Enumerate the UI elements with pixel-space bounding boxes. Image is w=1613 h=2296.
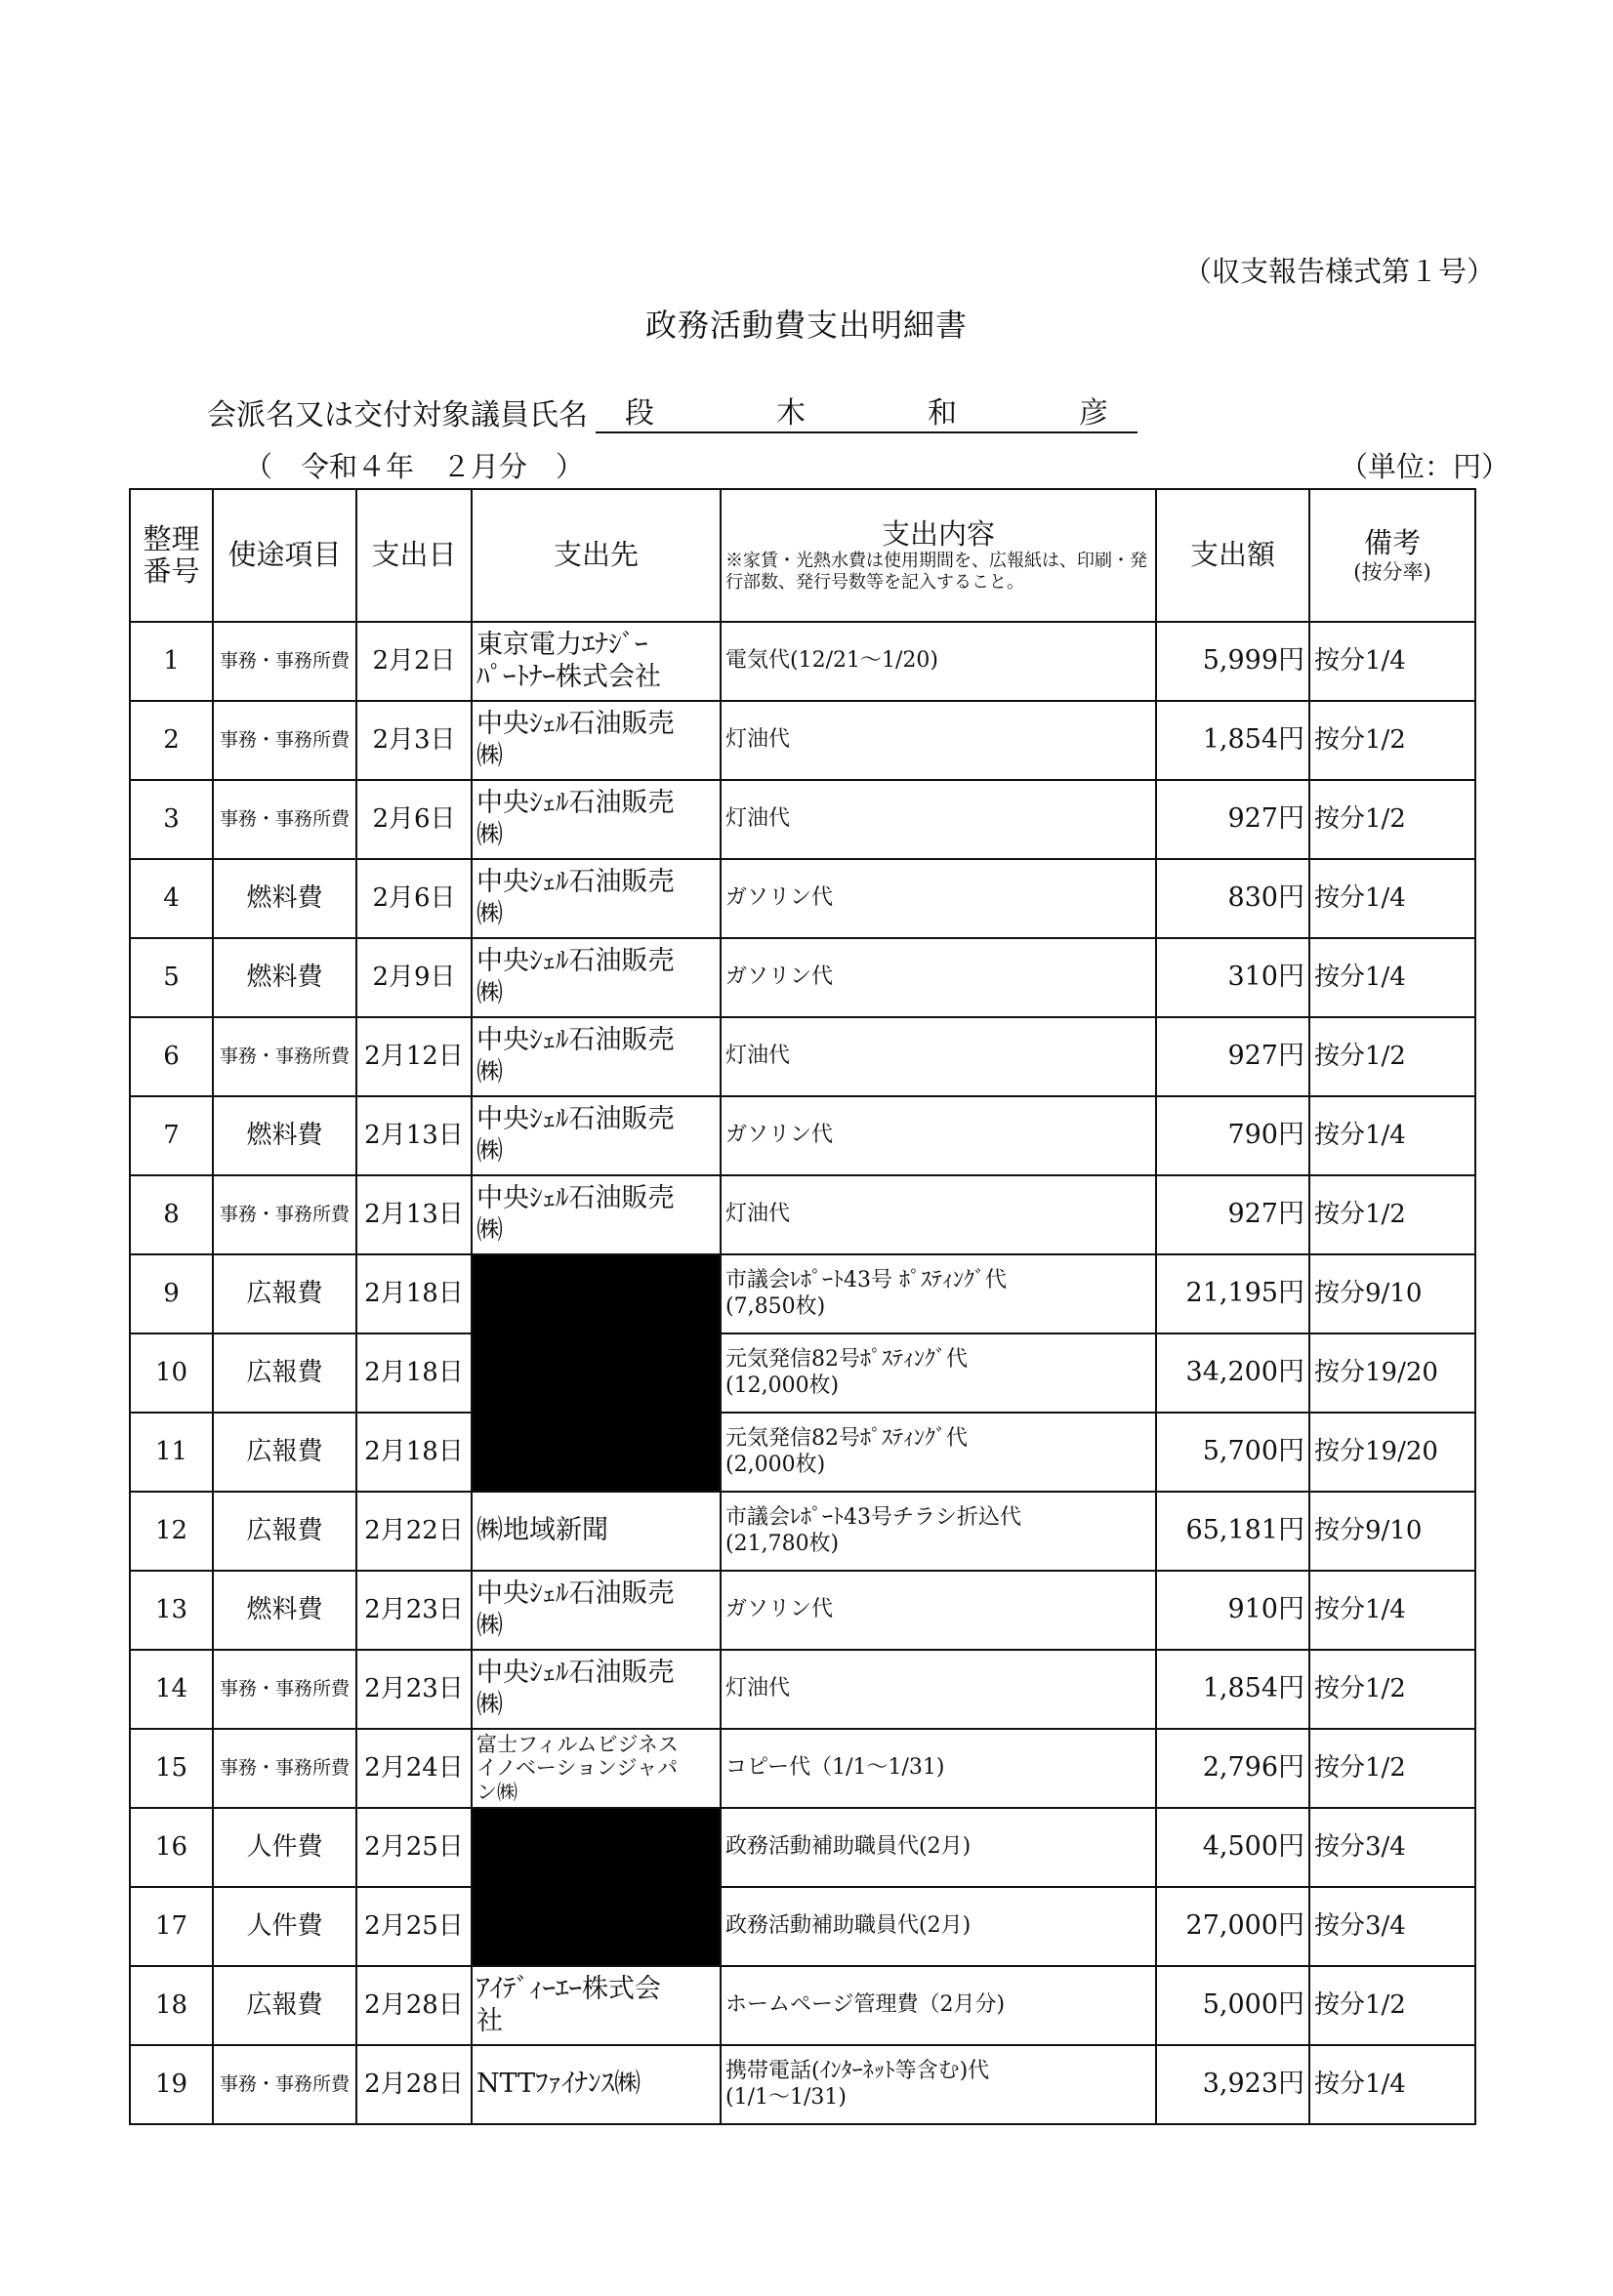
row-payee-text: 富士フィルムビジネス イノベーションジャパ ン㈱	[476, 1733, 679, 1804]
row-amount: 1,854円	[1156, 1650, 1309, 1729]
currency-unit: （単位：円）	[1340, 450, 1510, 483]
table-row	[130, 1887, 1475, 1966]
table-row	[130, 859, 1475, 938]
row-amount: 34,200円	[1156, 1333, 1309, 1413]
row-number: 6	[130, 1017, 213, 1096]
row-note: 按分1/2	[1309, 780, 1475, 859]
row-number: 12	[130, 1492, 213, 1571]
report-period: （ 令和４年 ２月分 ）	[244, 450, 585, 483]
row-note: 按分1/2	[1309, 701, 1475, 780]
row-note: 按分3/4	[1309, 1887, 1475, 1966]
row-note: 按分19/20	[1309, 1413, 1475, 1492]
row-content: 電気代(12/21～1/20)	[721, 622, 1156, 701]
row-number: 13	[130, 1571, 213, 1650]
row-number: 8	[130, 1175, 213, 1254]
row-category: 事務・事務所費	[213, 1175, 356, 1254]
row-payee	[472, 1729, 721, 1808]
row-number: 10	[130, 1333, 213, 1413]
row-amount: 5,999円	[1156, 622, 1309, 701]
row-content: 政務活動補助職員代(2月)	[721, 1808, 1156, 1887]
row-payee	[472, 780, 721, 859]
row-content: 灯油代	[721, 1017, 1156, 1096]
row-note: 按分1/2	[1309, 1729, 1475, 1808]
row-payee-text: 中央ｼｪﾙ石油販売 ㈱	[476, 1104, 675, 1167]
row-category: 広報費	[213, 1492, 356, 1571]
table-header-row	[130, 489, 1475, 622]
row-amount: 927円	[1156, 1017, 1309, 1096]
row-date: 2月13日	[356, 1096, 472, 1175]
row-amount: 2,796円	[1156, 1729, 1309, 1808]
header-payee: 支出先	[472, 489, 721, 622]
row-content: 灯油代	[721, 780, 1156, 859]
row-category: 事務・事務所費	[213, 2045, 356, 2124]
row-amount: 27,000円	[1156, 1887, 1309, 1966]
row-payee	[472, 1966, 721, 2045]
row-payee	[472, 938, 721, 1017]
row-category: 燃料費	[213, 859, 356, 938]
table-row	[130, 622, 1475, 701]
row-number: 19	[130, 2045, 213, 2124]
row-note: 按分19/20	[1309, 1333, 1475, 1413]
row-payee-text: 中央ｼｪﾙ石油販売 ㈱	[476, 709, 675, 771]
member-name-row	[207, 389, 1137, 433]
row-note: 按分3/4	[1309, 1808, 1475, 1887]
row-date: 2月9日	[356, 938, 472, 1017]
header-no: 整理 番号	[130, 489, 213, 622]
row-date: 2月3日	[356, 701, 472, 780]
row-payee	[472, 859, 721, 938]
row-amount: 927円	[1156, 780, 1309, 859]
table-row	[130, 1333, 1475, 1413]
row-category: 広報費	[213, 1254, 356, 1333]
row-amount: 910円	[1156, 1571, 1309, 1650]
row-amount: 4,500円	[1156, 1808, 1309, 1887]
row-payee-text: 中央ｼｪﾙ石油販売 ㈱	[476, 1578, 675, 1641]
row-category: 事務・事務所費	[213, 1650, 356, 1729]
row-category: 広報費	[213, 1333, 356, 1413]
row-number: 2	[130, 701, 213, 780]
row-note: 按分9/10	[1309, 1492, 1475, 1571]
member-name-char: 木	[776, 396, 806, 430]
row-content: 市議会ﾚﾎﾟｰﾄ43号チラシ折込代 (21,780枚)	[721, 1492, 1156, 1571]
row-category: 燃料費	[213, 1096, 356, 1175]
row-date: 2月12日	[356, 1017, 472, 1096]
row-date: 2月23日	[356, 1650, 472, 1729]
row-content: 政務活動補助職員代(2月)	[721, 1887, 1156, 1966]
row-category: 人件費	[213, 1808, 356, 1887]
row-content: ガソリン代	[721, 859, 1156, 938]
table-row	[130, 780, 1475, 859]
row-date: 2月25日	[356, 1808, 472, 1887]
row-payee	[472, 1096, 721, 1175]
table-row	[130, 1492, 1475, 1571]
row-category: 事務・事務所費	[213, 622, 356, 701]
row-amount: 65,181円	[1156, 1492, 1309, 1571]
row-number: 1	[130, 622, 213, 701]
row-amount: 3,923円	[1156, 2045, 1309, 2124]
row-category: 事務・事務所費	[213, 780, 356, 859]
table-row	[130, 701, 1475, 780]
row-note: 按分1/4	[1309, 622, 1475, 701]
row-note: 按分1/4	[1309, 2045, 1475, 2124]
row-date: 2月24日	[356, 1729, 472, 1808]
table-row	[130, 1571, 1475, 1650]
member-label: 会派名又は交付対象議員氏名	[207, 398, 588, 432]
row-payee	[472, 1650, 721, 1729]
row-date: 2月18日	[356, 1413, 472, 1492]
row-number: 5	[130, 938, 213, 1017]
row-note: 按分1/4	[1309, 1096, 1475, 1175]
row-number: 9	[130, 1254, 213, 1333]
row-payee	[472, 1017, 721, 1096]
document-title: 政務活動費支出明細書	[644, 307, 968, 344]
row-content: ガソリン代	[721, 1096, 1156, 1175]
member-name-char: 段	[625, 396, 654, 430]
table-row	[130, 1017, 1475, 1096]
row-amount: 5,000円	[1156, 1966, 1309, 2045]
row-date: 2月28日	[356, 2045, 472, 2124]
header-note-sub: (按分率)	[1353, 559, 1431, 584]
row-content: ホームページ管理費（2月分)	[721, 1966, 1156, 2045]
row-payee-text: ｱｲﾃﾞｨｰｴｰ株式会 社	[476, 1974, 661, 2036]
table-row	[130, 1650, 1475, 1729]
row-content: 灯油代	[721, 701, 1156, 780]
row-note: 按分9/10	[1309, 1254, 1475, 1333]
row-date: 2月13日	[356, 1175, 472, 1254]
row-category: 事務・事務所費	[213, 701, 356, 780]
header-content	[721, 489, 1156, 622]
row-date: 2月6日	[356, 780, 472, 859]
row-payee-text: NTTﾌｧｲﾅﾝｽ㈱	[476, 2069, 641, 2100]
row-category: 事務・事務所費	[213, 1729, 356, 1808]
row-amount: 5,700円	[1156, 1413, 1309, 1492]
row-note: 按分1/2	[1309, 1017, 1475, 1096]
header-note	[1309, 489, 1475, 622]
table-row	[130, 1096, 1475, 1175]
redacted-payee	[472, 1254, 721, 1492]
header-date: 支出日	[356, 489, 472, 622]
row-payee	[472, 1175, 721, 1254]
table-row	[130, 1175, 1475, 1254]
table-row	[130, 1254, 1475, 1333]
row-note: 按分1/2	[1309, 1175, 1475, 1254]
row-category: 広報費	[213, 1966, 356, 2045]
header-note-label: 備考	[1363, 526, 1421, 560]
row-category: 燃料費	[213, 1571, 356, 1650]
row-content: 灯油代	[721, 1650, 1156, 1729]
row-content: ガソリン代	[721, 1571, 1156, 1650]
row-category: 人件費	[213, 1887, 356, 1966]
redacted-payee	[472, 1808, 721, 1966]
table-body	[130, 622, 1475, 2124]
header-content-label: 支出内容	[881, 516, 995, 551]
row-content: 携帯電話(ｲﾝﾀｰﾈｯﾄ等含む)代 (1/1～1/31)	[721, 2045, 1156, 2124]
row-payee	[472, 1492, 721, 1571]
row-date: 2月18日	[356, 1333, 472, 1413]
header-category: 使途項目	[213, 489, 356, 622]
row-date: 2月6日	[356, 859, 472, 938]
row-payee-text: 中央ｼｪﾙ石油販売 ㈱	[476, 788, 675, 850]
table-row	[130, 1729, 1475, 1808]
row-payee-text: 中央ｼｪﾙ石油販売 ㈱	[476, 1658, 675, 1720]
table-row	[130, 1413, 1475, 1492]
row-payee	[472, 622, 721, 701]
row-number: 11	[130, 1413, 213, 1492]
table-row	[130, 1966, 1475, 2045]
member-name	[596, 389, 1137, 433]
header-content-note: ※家賃・光熱水費は使用期間を、広報紙は、印刷・発行部数、発行号数等を記入すること。	[725, 551, 1147, 593]
row-number: 15	[130, 1729, 213, 1808]
row-category: 広報費	[213, 1413, 356, 1492]
member-name-char: 和	[928, 396, 957, 430]
row-content: 元気発信82号ﾎﾟｽﾃｨﾝｸﾞ代 (2,000枚)	[721, 1413, 1156, 1492]
row-category: 事務・事務所費	[213, 1017, 356, 1096]
row-payee-text: 中央ｼｪﾙ石油販売 ㈱	[476, 867, 675, 929]
row-payee-text: 中央ｼｪﾙ石油販売 ㈱	[476, 1025, 675, 1087]
row-payee	[472, 701, 721, 780]
row-number: 4	[130, 859, 213, 938]
row-date: 2月2日	[356, 622, 472, 701]
row-amount: 790円	[1156, 1096, 1309, 1175]
row-category: 燃料費	[213, 938, 356, 1017]
row-number: 16	[130, 1808, 213, 1887]
row-amount: 830円	[1156, 859, 1309, 938]
form-number: （収支報告様式第１号）	[1183, 255, 1496, 288]
table-row	[130, 1808, 1475, 1887]
row-payee-text: ㈱地域新聞	[476, 1515, 608, 1546]
table-row	[130, 2045, 1475, 2124]
header-amount: 支出額	[1156, 489, 1309, 622]
row-content: 灯油代	[721, 1175, 1156, 1254]
row-date: 2月25日	[356, 1887, 472, 1966]
row-number: 18	[130, 1966, 213, 2045]
row-amount: 927円	[1156, 1175, 1309, 1254]
row-note: 按分1/4	[1309, 859, 1475, 938]
row-payee-text: 中央ｼｪﾙ石油販売 ㈱	[476, 1183, 675, 1246]
row-payee	[472, 2045, 721, 2124]
row-content: 市議会ﾚﾎﾟｰﾄ43号 ﾎﾟｽﾃｨﾝｸﾞ代 (7,850枚)	[721, 1254, 1156, 1333]
row-amount: 310円	[1156, 938, 1309, 1017]
row-number: 3	[130, 780, 213, 859]
row-amount: 1,854円	[1156, 701, 1309, 780]
row-number: 7	[130, 1096, 213, 1175]
row-date: 2月18日	[356, 1254, 472, 1333]
row-note: 按分1/4	[1309, 1571, 1475, 1650]
row-note: 按分1/2	[1309, 1650, 1475, 1729]
row-note: 按分1/4	[1309, 938, 1475, 1017]
row-content: ガソリン代	[721, 938, 1156, 1017]
row-date: 2月22日	[356, 1492, 472, 1571]
row-date: 2月28日	[356, 1966, 472, 2045]
row-payee-text: 中央ｼｪﾙ石油販売 ㈱	[476, 946, 675, 1008]
member-name-char: 彦	[1079, 396, 1108, 430]
row-date: 2月23日	[356, 1571, 472, 1650]
row-amount: 21,195円	[1156, 1254, 1309, 1333]
row-note: 按分1/2	[1309, 1966, 1475, 2045]
row-content: 元気発信82号ﾎﾟｽﾃｨﾝｸﾞ代 (12,000枚)	[721, 1333, 1156, 1413]
row-payee	[472, 1571, 721, 1650]
row-content: コピー代（1/1～1/31)	[721, 1729, 1156, 1808]
row-number: 17	[130, 1887, 213, 1966]
table-row	[130, 938, 1475, 1017]
row-payee-text: 東京電力ｴﾅｼﾞｰ ﾊﾟｰﾄﾅｰ株式会社	[476, 630, 661, 692]
row-number: 14	[130, 1650, 213, 1729]
expense-table	[129, 488, 1476, 2125]
